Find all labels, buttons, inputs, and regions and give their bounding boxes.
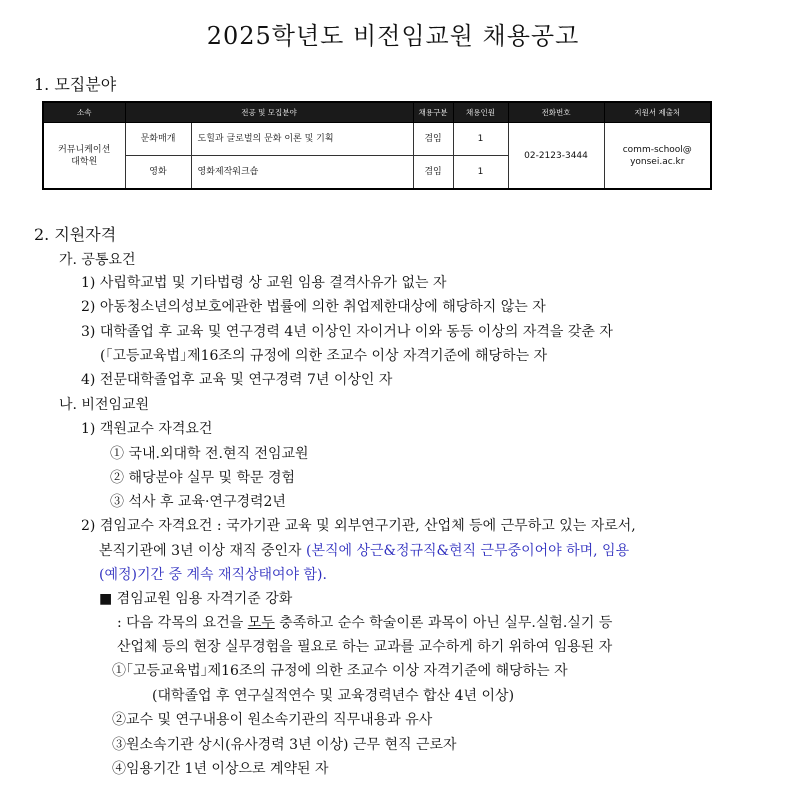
common-requirement-note: (｢고등교육법｣제16조의 규정에 의한 조교수 이상 자격기준에 해당하는 자 — [100, 348, 548, 364]
subsection-label-common: 가. 공통요건 — [59, 252, 136, 268]
section-heading-qualifications: 2. 지원자격 — [34, 225, 117, 244]
strict-text: : 다음 각목의 요건을 — [117, 615, 248, 631]
adjunct-emphasis-text: (예정)기간 중 계속 재직상태여야 함). — [99, 567, 327, 583]
email-cell: comm-school@ yonsei.ac.kr — [604, 123, 711, 190]
strict-criteria-item: ④임용기간 1년 이상으로 계약된 자 — [112, 761, 329, 777]
underlined-emphasis: 모두 — [247, 615, 275, 631]
strict-criteria-note: (대학졸업 후 연구실적연수 및 교육경력년수 합산 4년 이상) — [152, 688, 515, 704]
strict-criteria-item: ③원소속기관 상시(유사경력 3년 이상) 근무 현직 근로자 — [112, 737, 457, 753]
table-header: 채용구분 — [413, 102, 453, 123]
visiting-requirement-item: ① 국내.외대학 전.현직 전임교원 — [110, 446, 309, 462]
adjunct-emphasis-text: (본직에 상근&정규직&현직 근무중이어야 하며, 임용 — [305, 543, 630, 559]
common-requirement-item: 1) 사립학교법 및 기타법령 상 교원 임용 결격사유가 없는 자 — [81, 275, 447, 291]
field-cell: 도힐과 글로벌의 문화 이론 및 기획 — [191, 123, 413, 156]
type-cell: 겸임 — [413, 156, 453, 190]
phone-cell: 02-2123-3444 — [508, 123, 604, 190]
type-cell: 겸임 — [413, 123, 453, 156]
adjunct-text: 본직기관에 3년 이상 재직 중인자 — [99, 543, 306, 559]
strict-criteria-item: ②교수 및 연구내용이 원소속기관의 직무내용과 유사 — [112, 712, 433, 728]
table-row — [43, 123, 711, 156]
strict-criteria-bullet: ■ 겸임교원 임용 자격기준 강화 — [99, 591, 293, 607]
strict-text: 충족하고 순수 학술이론 과목이 아닌 실무.실험.실기 등 — [274, 615, 613, 631]
recruitment-table — [42, 101, 712, 190]
major-cell: 문화매개 — [125, 123, 191, 156]
count-cell: 1 — [453, 156, 508, 190]
count-cell: 1 — [453, 123, 508, 156]
common-requirement-item: 2) 아동청소년의성보호에관한 법률에 의한 취업제한대상에 해당하지 않는 자 — [81, 299, 546, 315]
table-header-row — [43, 102, 711, 123]
table-header: 전화번호 — [508, 102, 604, 123]
visiting-professor-label: 1) 객원교수 자격요건 — [81, 421, 213, 437]
visiting-requirement-item: ③ 석사 후 교육·연구경력2년 — [110, 494, 286, 510]
visiting-requirement-item: ② 해당분야 실무 및 학문 경험 — [110, 470, 296, 486]
table-header: 지원서 제출처 — [604, 102, 711, 123]
common-requirement-item: 3) 대학졸업 후 교육 및 연구경력 4년 이상인 자이거나 이와 동등 이상의 자격을 갖춘 자 — [81, 324, 613, 340]
section-heading-recruitment: 1. 모집분야 — [34, 75, 117, 94]
common-requirement-item: 4) 전문대학졸업후 교육 및 연구경력 7년 이상인 자 — [81, 372, 393, 388]
table-header: 채용인원 — [453, 102, 508, 123]
table-header: 전공 및 모집분야 — [125, 102, 413, 123]
field-cell: 영화제작워크숍 — [191, 156, 413, 190]
strict-criteria-line: 산업체 등의 현장 실무경험을 필요로 하는 교과를 교수하게 하기 위하여 임용된 자 — [117, 639, 613, 655]
affiliation-cell: 커뮤니케이션 대학원 — [43, 123, 125, 190]
subsection-label-non-tenure: 나. 비전임교원 — [59, 397, 150, 413]
adjunct-professor-line — [99, 540, 629, 560]
table-header: 소속 — [43, 102, 125, 123]
major-cell: 영화 — [125, 156, 191, 190]
strict-criteria-line — [117, 612, 612, 632]
strict-criteria-item: ①｢고등교육법｣제16조의 규정에 의한 조교수 이상 자격기준에 해당하는 자 — [112, 663, 568, 679]
page-title: 2025학년도 비전임교원 채용공고 — [206, 22, 580, 50]
adjunct-professor-line: 2) 겸임교수 자격요건 : 국가기관 교육 및 외부연구기관, 산업체 등에 근무하고 있는 자로서, — [81, 518, 636, 534]
